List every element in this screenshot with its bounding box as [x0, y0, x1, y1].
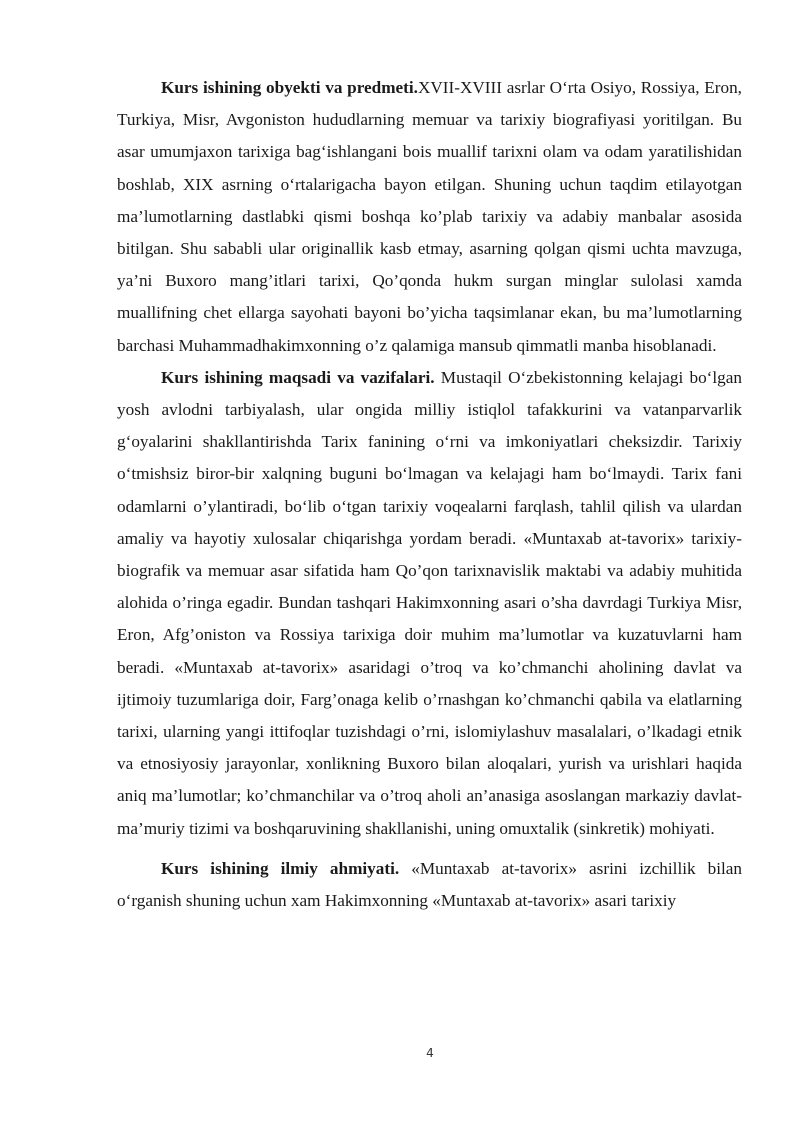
paragraph-goals-tasks	[117, 362, 742, 845]
heading-object-subject: Kurs ishining obyekti va predmeti.	[161, 78, 418, 97]
paragraph-body: XVII-XVIII asrlar O‘rta Osiyo, Rossiya, Eron, Turkiya, Misr, Avgoniston hududlarning memuar va tarixiy biografiyasi yoritilgan. Bu asar umumjaxon tarixiga bag‘ishlangani bois muallif tarixni olam va odam yaratilishidan boshlab, XIX asrning o‘rtalarigacha bayon etilgan. Shuning uchun taqdim etilayotgan ma’lumotlarning dastlabki qismi boshqa ko’plab tarixiy va adabiy manbalar asosida bitilgan. Shu sababli ular originallik kasb etmay, asarning qolgan qismi uchta mavzuga, ya’ni Buxoro mang’itlari tarixi, Qo’qonda hukm surgan minglar sulolasi xamda muallifning chet ellarga sayohati bayoni bo’yicha taqsimlanar ekan, bu ma’lumotlarning barchasi Muhammadhakimxonning o’z qalamiga mansub qimmatli manba hisoblanadi.	[117, 78, 742, 355]
paragraph-body: «Muntaxab at-tavorix» asrini izchillik bilan o‘rganish shuning uchun xam Hakimxonning «Muntaxab at-tavorix» asari tarixiy	[117, 858, 743, 911]
body-text	[117, 72, 742, 917]
paragraph-body: Mustaqil O‘zbekistonning kelajagi bo‘lgan yosh avlodni tarbiyalash, ular ongida milliy istiqlol tafakkurini va vatanparvarlik g‘oyalarini shakllantirishda Tarix fanining o‘rni va imkoniyatlari cheksizdir. Tarixiy o‘tmishsiz biror-bir xalqning buguni bo‘lmagan va kelajagi ham bo‘lmaydi. Tarix fani odamlarni o’ylantiradi, bo‘lib o‘tgan tarixiy voqealarni farqlash, tahlil qilish va ulardan amaliy va hayotiy xulosalar chiqarishga yordam beradi. «Muntaxab at-tavorix» tarixiy-biografik va memuar asar sifatida ham Qo’qon tarixnavislik maktabi va adabiy muhitida alohida o’ringa egadir. Bundan tashqari Hakimxonning asari o’sha davrdagi Turkiya Misr, Eron, Afg’oniston va Rossiya tarixiga doir muhim ma’lumotlar va kuzatuvlarni ham beradi. «Muntaxab at-tavorix» asaridagi o’troq va ko’chmanchi aholining davlat va ijtimoiy tuzumlariga doir, Farg’onaga kelib o’rnashgan ko’chmanchi qabila va elatlarning tarixi, ularning yangi ittifoqlar tuzishdagi o’rni, islomiylashuv masalalari, o’lkadagi etnik va etnosiyosiy jarayonlar, xonlikning Buxoro bilan aloqalari, yurish va urishlari haqida aniq ma’lumotlar; ko’chmanchilar va o’troq aholi an’anasiga asoslangan markaziy davlat-ma’muriy tizimi va boshqaruvining shakllanishi, uning omuxtalik (sinkretik) mohiyati.	[117, 367, 742, 838]
page-number: 4	[426, 1046, 434, 1060]
heading-goals-tasks: Kurs ishining maqsadi va vazifalari.	[161, 367, 435, 387]
heading-scientific-significance: Kurs ishining ilmiy ahmiyati.	[161, 858, 400, 878]
paragraph-scientific-significance	[117, 853, 742, 917]
paragraph-object-subject	[117, 72, 742, 362]
